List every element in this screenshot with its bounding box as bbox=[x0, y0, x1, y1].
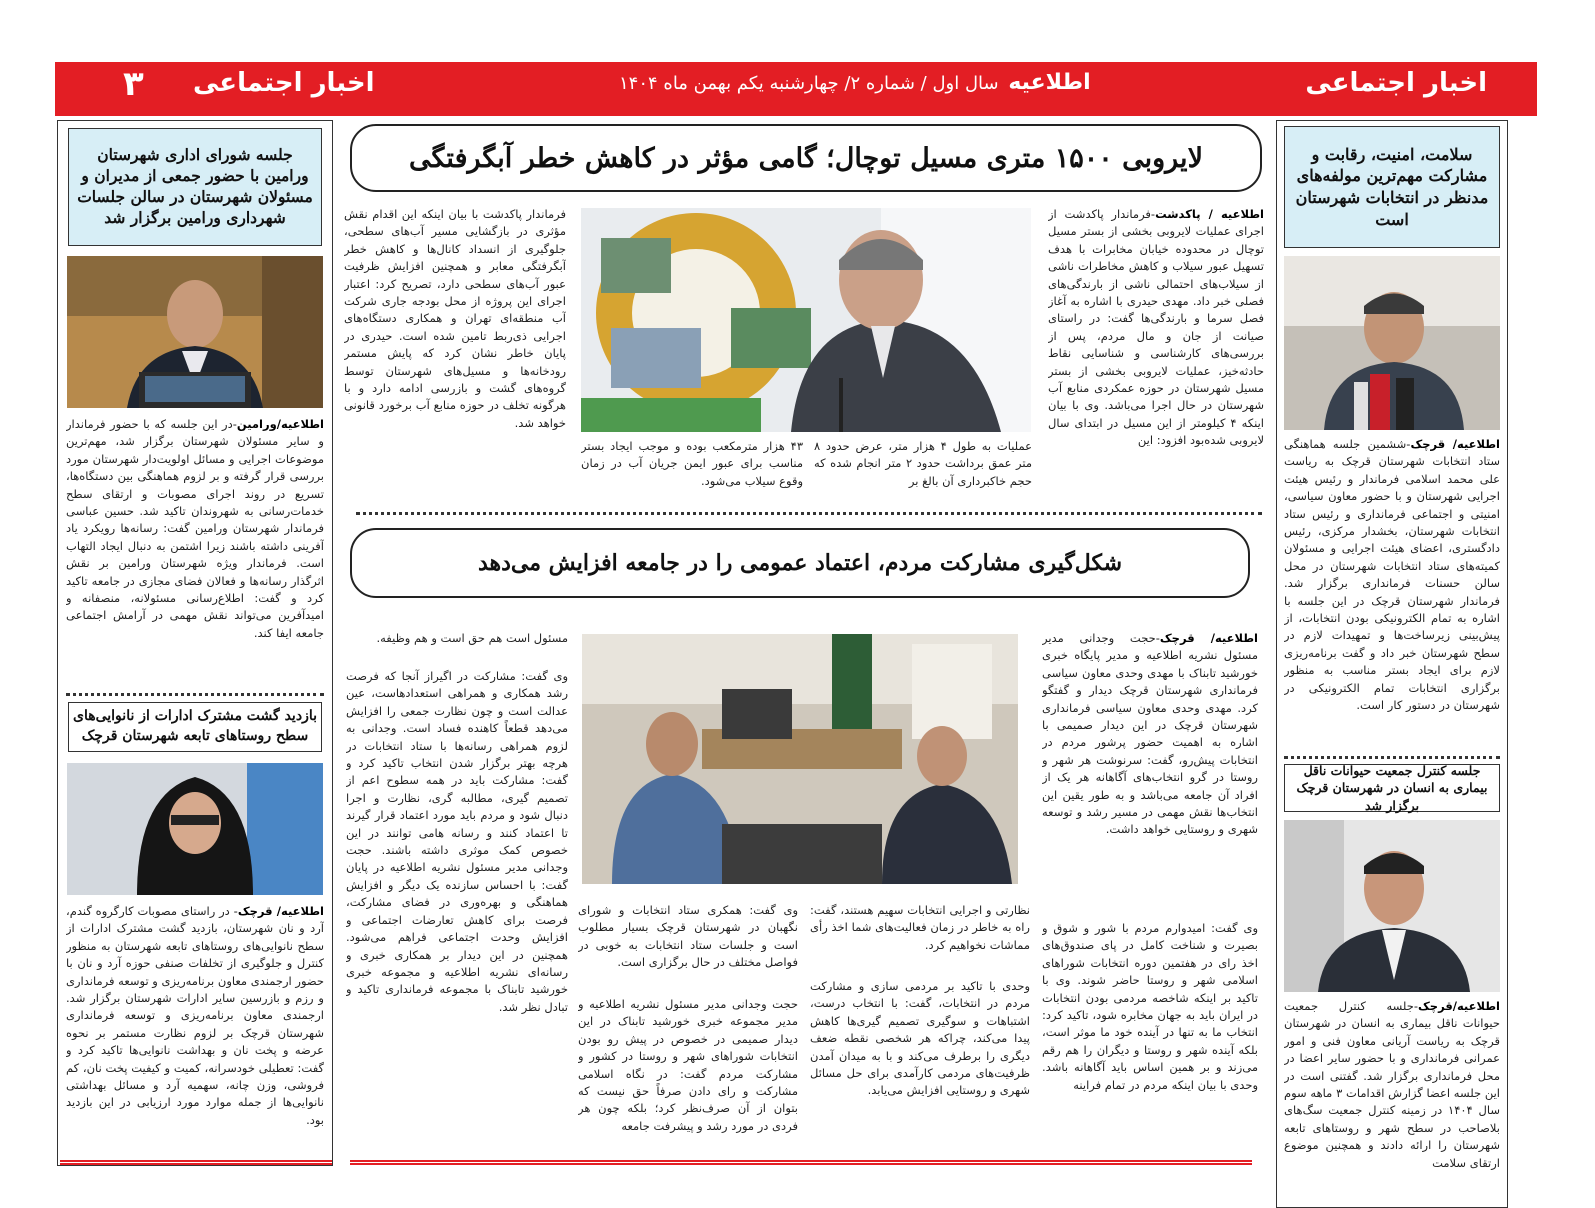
h1-lead: اطلاعیه / پاکدشت bbox=[1155, 207, 1264, 221]
h2-lead: اطلاعیه/ قرچک bbox=[1159, 631, 1258, 645]
left-article1-title: جلسه شورای اداری شهرستان ورامین با حضور جمعی از مدیران و مسئولان شهرستان در سالن جلسات شهرداری ورامین برگزار شد bbox=[68, 128, 322, 246]
left-article1-text: -در این جلسه که با حضور فرماندار و سایر مسئولان شهرستان برگزار شد، مهم‌ترین موضوعات اجرایی و مسائل اولویت‌دار شهرستان مورد بررسی قرار گرفته و بر لزوم هماهنگی بین دستگاه‌ها، تسریع در روند اجرای مصوبات و ارتقای سطح خدمات‌رسانی به شهروندان تاکید شد. حسین عباسی فرماندار شهرستان ورامین گفت: رسانه‌ها رویکرد یاد آفرینی داشته باشند زیرا اشتمن به دنبال ایجاد التهاب است. فرماندار ویژه شهرستان ورامین بر نقش اثرگذار رسانه‌ها و فعالان فضای مجازی در جامعه تاکید کرد و گفت: اطلاع‌رسانی مسئولانه، منصفانه و امیدآفرین می‌تواند نقش مهمی در آرامش اجتماعی جامعه ایفا کند. bbox=[66, 417, 324, 640]
right-article2-text: -جلسه کنترل جمعیت حیوانات ناقل بیماری به انسان در شهرستان قرچک به ریاست آریانی معاون فنی و امور عمرانی فرمانداری و با حضور سایر اعضا در محل فرمانداری برگزار شد. گفتنی است در این جلسه اعضا گزارش اقدامات ۳ ماهه سوم سال ۱۴۰۴ در زمینه کنترل جمعیت سگ‌های بلاصاحب در سطح شهر و روستاهای تابعه شهرستان را ارائه دادند و همچنین موضوع ارتقای سلامت bbox=[1284, 999, 1500, 1170]
section-title-right: اخبار اجتماعی bbox=[1305, 68, 1487, 98]
issue-details: سال اول / شماره ۲/ چهارشنبه یکم بهمن ماه ۱۴۰۴ bbox=[619, 73, 999, 94]
h1-column-left: فرماندار پاکدشت با بیان اینکه این اقدام نقش مؤثری در بازگشایی مسیر آب‌های سطحی، جلوگیری از انسداد کانال‌ها و کاهش خطر آبگرفتگی معابر و همچنین افزایش ظرفیت عبور آب‌های سطحی دارد، تصریح کرد: اعتبار اجرای این پروژه از محل بودجه جاری شرکت آب منطقه‌ای تهران و همکاری دستگاه‌های اجرایی ذی‌ربط تامین شده است. حیدری در پایان خاطر نشان کرد که پایش مستمر رودخانه‌ها و مسیل‌های شهرستان توسط گروه‌های گشت و بازرسی ادامه دارد و با هرگونه تخلف در حوزه منابع آب برخورد قانونی خواهد شد. bbox=[344, 207, 566, 430]
left-article2-text: - در راستای مصوبات کارگروه گندم، آرد و نان شهرستان، بازدید گشت مشترک ادارات از سطح نانوایی‌های روستاهای تابعه شهرستان به منظور کنترل و جلوگیری از تخلفات صنفی حوزه آرد و نان با حضور ارجمندی معاون برنامه‌ریزی و توسعه فرمانداری و رزم و بازرسین سایر ادارات شهرستان برگزار شد. ارجمندی معاون برنامه‌ریزی و توسعه فرمانداری شهرستان قرچک بر لزوم نظارت مستمر بر نحوه عرضه و پخت نان و بهداشت نانوایی‌ها تاکید کرد و گفت: تعطیلی خودسرانه، کمیت و کیفیت پخت نان، کم فروشی، وزن چانه، سهمیه آرد و مسائل بهداشتی نانوایی‌ها از جمله موارد مورد ارزیابی در این بازدید بود. bbox=[66, 904, 324, 1127]
right-divider bbox=[1284, 756, 1500, 759]
right-article1-lead: اطلاعیه/ قرچک bbox=[1410, 437, 1500, 451]
h2-column-2-top: نظارتی و اجرایی انتخابات سهیم هستند، گفت: راه به خاطر در زمان فعالیت‌های شما اخذ رأی مماشات نخواهیم کرد. bbox=[810, 903, 1030, 952]
h2-column-4: وی گفت: مشارکت در اگیراز آنجا که فرصت رشد همکاری و همراهی استعدادهاست، عین عدالت است و چون نظارت جمعی را افزایش می‌دهد قطعاً کاهنده فساد است. وجدانی به لزوم همراهی رسانه‌ها با ستاد انتخابات در هرچه بهتر برگزار شدن انتخاب تاکید کرد و گفت: مشارکت باید در همه سطوح اعم از تصمیم گیری، مطالبه گری، نظارت و اجرا دنبال شود و مردم باید مورد اعتماد قرار گیرند تا اعتماد کنند و رسانه هامی توانند در این خصوص کمک موثری داشته باشند. حجت وجدانی مدیر مسئول نشریه اطلاعیه در پایان گفت: با احساس سازنده یک دیگر و افزایش هماهنگی و بهره‌وری در فضای مشارکت، فرصت برای کاهش تعارضات اجتماعی و افزایش وحدت اجتماعی فراهم می‌شود. همچنین در این دیدار بر همکاری خبری و رسانه‌ای نشریه اطلاعیه و مجموعه خبری خورشید تابناک با مجموعه فرمانداری تاکید و تبادل نظر شد. bbox=[346, 669, 568, 1014]
headline-2: شکل‌گیری مشارکت مردم، اعتماد عمومی را در جامعه افزایش می‌دهد bbox=[350, 528, 1250, 598]
h2-column-2: وحدی با تاکید بر مردمی سازی و مشارکت مردم در انتخابات، گفت: با انتخاب درست، اشتباهات و سوگیری تصمیم گیری‌ها کاهش پیدا می‌کند، چراکه هر شخصی نقطه ضعف دیگری را برطرف می‌کند و با به میدان آمدن ظرفیت‌های مردمی کارآمدی برای حل مسائل شهری و روستایی افزایش می‌یابد. bbox=[810, 979, 1030, 1098]
h1-under-photo-right: عملیات به طول ۴ هزار متر، عرض حدود ۸ متر عمق برداشت حدود ۲ متر انجام شده که حجم خاکبرداری آن بالغ بر bbox=[814, 439, 1032, 488]
right-article1-title: سلامت، امنیت، رقابت و مشارکت مهم‌ترین مولفه‌های مدنظر در انتخابات شهرستان است bbox=[1284, 126, 1500, 248]
right-article2-body bbox=[1284, 998, 1500, 1206]
left-article1-lead: اطلاعیه/ورامین bbox=[236, 417, 324, 431]
left-article2-lead: اطلاعیه/ قرچک bbox=[237, 904, 324, 918]
left-article2-title: بازدید گشت مشترک ادارات از نانوایی‌های سطح روستاهای تابعه شهرستان قرچک bbox=[68, 702, 322, 752]
left-article2-photo bbox=[67, 763, 323, 895]
issue-info bbox=[615, 70, 1091, 95]
right-article2-photo bbox=[1284, 820, 1500, 992]
left-divider bbox=[66, 693, 324, 696]
h2-column-1 bbox=[1042, 630, 1258, 902]
h2-column-4-top: مسئول است هم حق است و هم وظیفه. bbox=[376, 631, 568, 645]
right-article2-lead: اطلاعیه/قرچک bbox=[1418, 999, 1500, 1013]
left-article1-photo bbox=[67, 256, 323, 408]
right-article2-title: جلسه کنترل جمعیت حیوانات ناقل بیماری به انسان در شهرستان قرچک برگزار شد bbox=[1284, 764, 1500, 812]
left-article2-body bbox=[66, 903, 324, 1149]
h2-column-3: حجت وجدانی مدیر مسئول نشریه اطلاعیه و مدیر مجموعه خبری خورشید تابناک در این دیدار صمیمی در خصوص در پیش رو بودن انتخابات شوراهای شهر و روستا در کشور و مشارکت مردم گفت: در نگاه اسلامی مشارکت و رای دادن صرفاً حق نیست که بتوان از آن صرف‌نظر کرد؛ بلکه چون هر فردی در مورد رشد و پیشرفت جامعه bbox=[578, 997, 798, 1133]
h1-under-photo-left: ۴۳ هزار مترمکعب بوده و موجب ایجاد بستر مناسب برای عبور ایمن جریان آب در زمان وقوع سیلاب می‌شود. bbox=[581, 439, 803, 488]
left-bottom-rule bbox=[60, 1160, 332, 1165]
right-article1-body bbox=[1284, 436, 1500, 748]
center-bottom-rule bbox=[350, 1160, 1252, 1165]
h2-column-3-top: وی گفت: همکری ستاد انتخابات و شورای نگهبان در شهرستان قرچک بسیار مطلوب است و جلسات ستاد انتخابات به خوبی در فواصل مختلف در حال برگزاری است. bbox=[578, 903, 798, 970]
right-article1-text: -ششمین جلسه هماهنگی ستاد انتخابات شهرستان قرچک به ریاست علی محمد اسلامی فرماندار و رئیس هیئت اجرایی شهرستان و با حضور معاون سیاسی، امنیتی و اجتماعی فرمانداری و رئیس ستاد انتخابات شهرستان، بخشدار مرکزی، رئیس دادگستری، اعضای هیئت اجرایی و مسئولان کمیته‌های ستاد انتخابات شهرستان در محل سالن حسنات فرمانداری برگزار شد. فرماندار شهرستان قرچک در این جلسه با اشاره به تمام الکترونیکی بودن انتخابات، از پیش‌بینی زیرساخت‌ها و تمهیدات لازم در سطح شهرستان خبر داد و گفت برنامه‌ریزی لازم برای ایجاد بستر مناسب به منظور برگزاری انتخابات تمام الکترونیکی در شهرستان در دستور کار است. bbox=[1284, 437, 1500, 713]
top-banner bbox=[55, 62, 1537, 116]
h2-photo bbox=[582, 634, 1018, 884]
page-number: ۳ bbox=[123, 64, 144, 104]
headline-1: لایروبی ۱۵۰۰ متری مسیل توچال؛ گامی مؤثر در کاهش خطر آبگرفتگی bbox=[350, 124, 1262, 192]
paper-name: اطلاعیه bbox=[1008, 70, 1091, 95]
h1-photo bbox=[581, 208, 1031, 432]
h1-col1-text: -فرماندار پاکدشت از اجرای عملیات لایروبی بخشی از بستر مسیل توچال در محدوده خیابان مخابرات با هدف تسهیل عبور سیلاب و کاهش مخاطرات ناشی از سیلاب‌های احتمالی ناشی از بارندگی‌های فصلی خبر داد. مهدی حیدری با اشاره به آغاز فصل سرما و بارندگی‌ها گفت: در راستای صیانت از جان و مال مردم، پس از بررسی‌های کارشناسی و شناسایی نقاط حادثه‌خیز، عملیات لایروبی بخشی از بستر مسیل شهرستان در حوزه عمکردی منابع آب شهرستان در حال اجرا می‌باشد. وی با بیان اینکه ۴ کیلومتر از این مسیل در ابتدای سال لایروبی شده‌بود افزود: این bbox=[1048, 207, 1264, 448]
h2-column-1b: وی گفت: امیدوارم مردم با شور و شوق و بصیرت و شناخت کامل در پای صندوق‌های اخذ رای در هفتمین دوره انتخابات شوراهای اسلامی شهر و روستا حاضر شوند. وی با تاکید بر اینکه شاخصه مردمی بودن انتخابات در ایران باید به جهان مخابره شود، تاکید کرد: انتخاب ما به تنها در آینده خود ما موثر است، بلکه آینده شهر و روستا و دیگران را هم رقم می‌زند و بر همین اساس باید آگاهانه باشد. وحدی با بیان اینکه مردم در تمام فراینه bbox=[1042, 921, 1258, 1092]
right-article1-photo bbox=[1284, 256, 1500, 430]
left-article1-body bbox=[66, 416, 324, 688]
section-title-left: اخبار اجتماعی bbox=[193, 68, 375, 98]
h1-column-right bbox=[1048, 206, 1264, 498]
h2-col1-text: -حجت وجدانی مدیر مسئول نشریه اطلاعیه و مدیر پایگاه خبری خورشید تابناک با مهدی وحدی معاون سیاسی فرمانداری شهرستان قرچک دیدار و گفتگو کرد. مهدی وحدی معاون سیاسی فرمانداری شهرستان قرچک در این دیدار صمیمی با اشاره به اهمیت حضور پرشور مردم در انتخابات پیش‌رو، گفت: سرنوشت هر شهر و روستا در گرو انتخاب‌های آگاهانه هر یک از افراد آن جامعه می‌باشد و به طور یقین این انتخاب‌ها نقش مهمی در مسیر رشد و توسعه شهری و روستایی خواهد داشت. bbox=[1042, 631, 1258, 837]
center-divider bbox=[356, 512, 1262, 515]
